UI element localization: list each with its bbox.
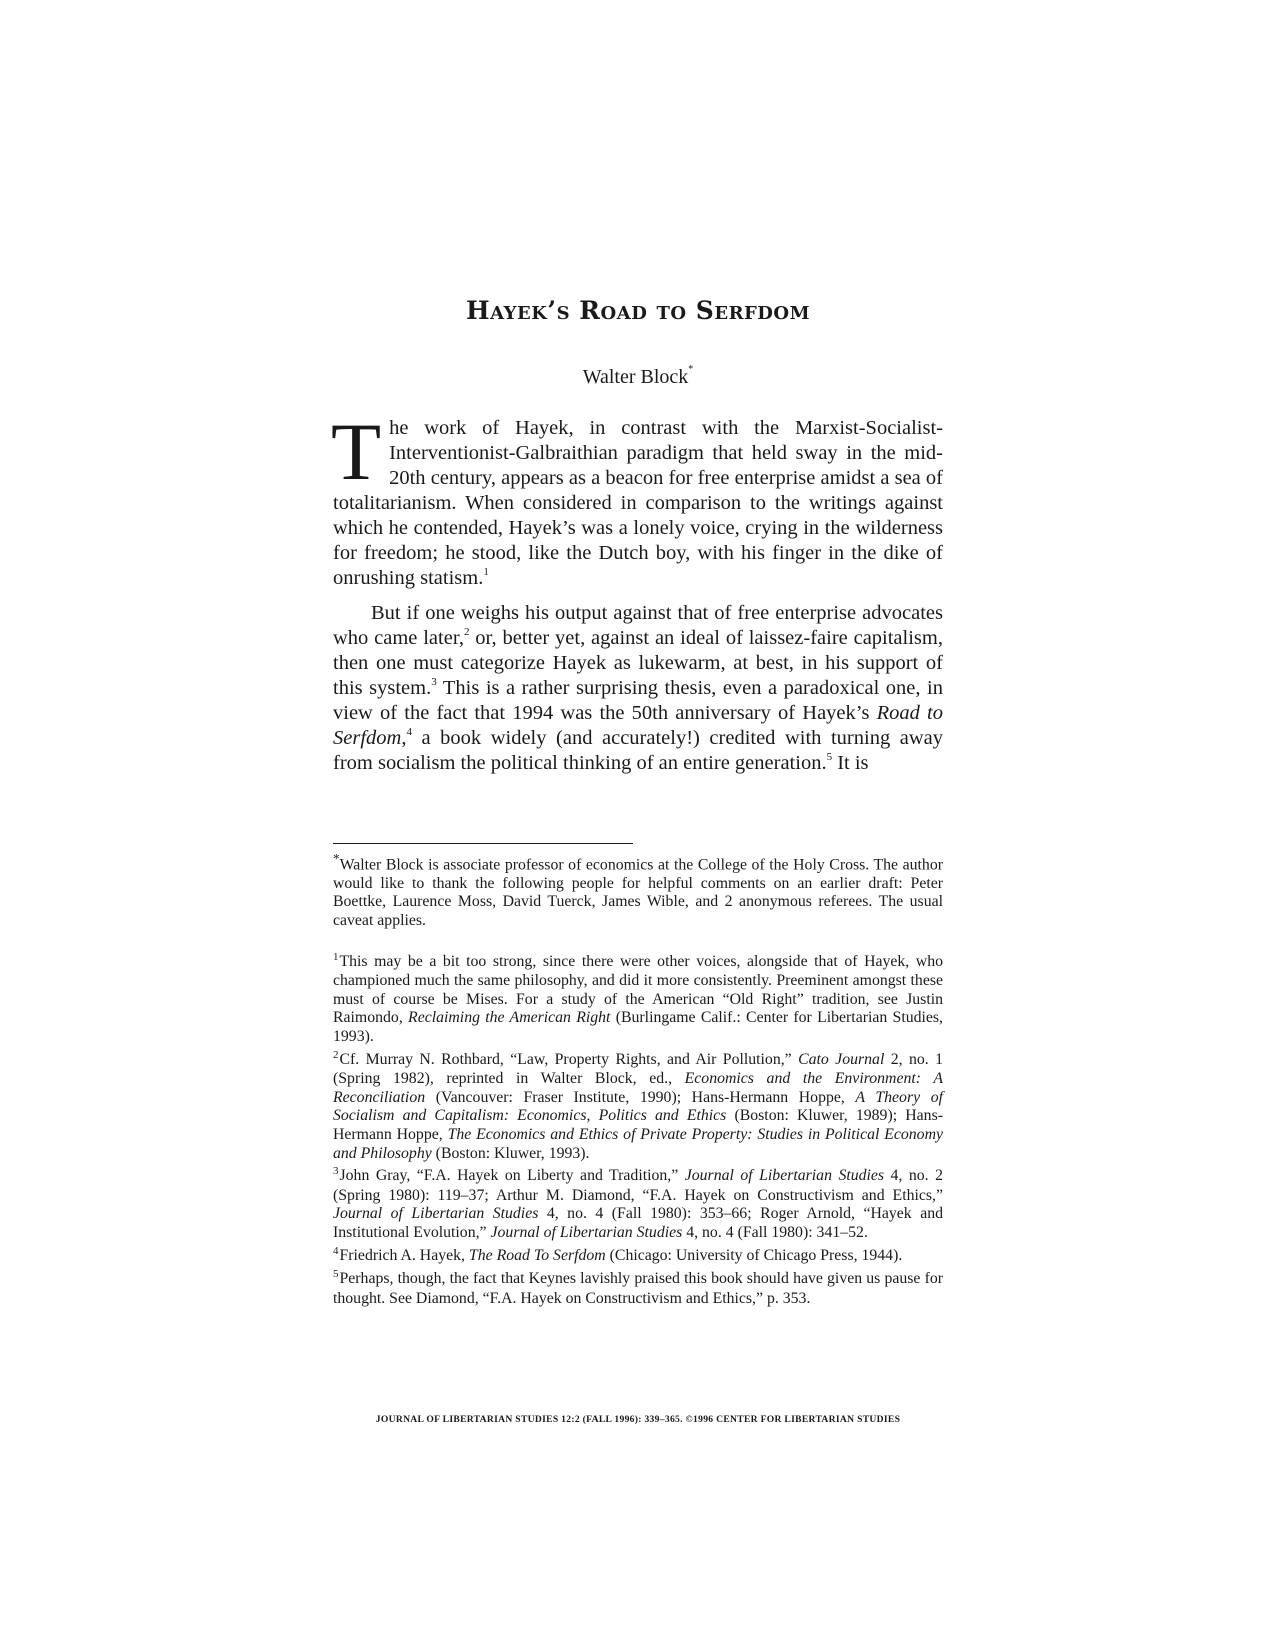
footnote-2-text-c: (Vancouver: Fraser Institute, 1990); Hans-Hermann Hoppe, [425, 1088, 856, 1106]
author-note-marker: * [688, 364, 694, 375]
footnote-5-text-a: Perhaps, though, the fact that Keynes lavishly praised this book should have given us pause for thought. See Diamond, “F.A. Hayek on Constructivism and Ethics,” p. 353. [333, 1270, 943, 1307]
article-body [331, 406, 943, 776]
footnote-3-text-d: 4, no. 4 (Fall 1980): 341–52. [682, 1223, 868, 1241]
footnote-2-text-b: 2, no. 1 (Spring 1982), reprinted in Walter Block, ed., [333, 1050, 943, 1088]
footnote-4-text-b: (Chicago: University of Chicago Press, 1944). [605, 1246, 903, 1264]
author-note-text: Walter Block is associate professor of economics at the College of the Holy Cross. The author would like to thank the following people for helpful comments on an earlier draft: Peter Boettke, Laurence Moss, David Tuerck, James Wible, and 2 anonymous referees. The usual caveat applies. [333, 856, 943, 930]
footnote-2-italic-4: The Economics and Ethics of Private Property: Studies in Political Economy and Philosophy [333, 1125, 943, 1162]
footnote-4-number: 4 [333, 1244, 339, 1257]
footnote-3-text-b: 4, no. 2 (Spring 1980): 119–37; Arthur M. Diamond, “F.A. Hayek on Constructivism and Ethics,” [333, 1167, 943, 1204]
footnote-ref-2[interactable]: 2 [463, 626, 470, 639]
footnote-ref-5[interactable]: 5 [826, 751, 833, 764]
footnote-1-number: 1 [333, 950, 339, 963]
footnote-3-italic-3: Journal of Libertarian Studies [490, 1223, 683, 1241]
drop-cap: T [331, 406, 382, 497]
paragraph-2-text-e: a book widely (and accurately!) credited with turning away from socialism the political thinking of an entire generation. [333, 727, 943, 774]
paragraph-2-text-f: It is [832, 752, 869, 774]
footnote-2-text-a: Cf. Murray N. Rothbard, “Law, Property Rights, and Air Pollution,” [339, 1050, 799, 1068]
footnote-2-italic-3: A Theory of Socialism and Capitalism: Economics, Politics and Ethics [333, 1088, 943, 1125]
footnote-2-number: 2 [333, 1048, 339, 1061]
paragraph-1-text: he work of Hayek, in contrast with the Marxist-Socialist-Interventionist-Galbraithian paradigm that held sway in the mid-20th century, appears as a beacon for free enterprise amidst a sea of totalitarianism. When considered in comparison to the writings against which he contended, Hayek’s was a lonely voice, crying in the wilderness for freedom; he stood, like the Dutch boy, with his finger in the dike of onrushing statism. [333, 417, 943, 589]
footnote-3-number: 3 [333, 1165, 339, 1178]
footnote-3-text-c: 4, no. 4 (Fall 1980): 353–66; Roger Arnold, “Hayek and Institutional Evolution,” [333, 1205, 943, 1241]
footnote-divider [333, 843, 633, 844]
footnote-4 [333, 1244, 943, 1267]
footnote-1-text-b: (Burlingame Calif.: Center for Libertarian Studies, 1993). [333, 1009, 943, 1046]
footnote-1 [333, 950, 943, 1047]
journal-footer: JOURNAL OF LIBERTARIAN STUDIES 12:2 (FALL 1996): 339–365. ©1996 CENTER FOR LIBERTARIAN STUDIES [375, 1414, 901, 1425]
footnote-4-italic-1: The Road To Serfdom [468, 1246, 606, 1264]
footnote-2-italic-2: Economics and the Environment: A Reconciliation [333, 1070, 943, 1106]
footnote-ref-3[interactable]: 3 [431, 676, 437, 689]
footnote-ref-4[interactable]: 4 [406, 726, 412, 739]
author-note-mark: * [333, 851, 340, 866]
paragraph-2-text-d: , [401, 727, 407, 749]
footnote-1-text-a: This may be a bit too strong, since there were other voices, alongside that of Hayek, who championed much the same philosophy, and did it more consistently. Preeminent amongst these must of course be Mises. For a study of the American “Old Right” tradition, see Justin Raimondo, [333, 952, 943, 1027]
footnote-4-text-a: Friedrich A. Hayek, [339, 1246, 469, 1264]
footnote-5-number: 5 [333, 1268, 339, 1281]
footnote-3 [333, 1167, 943, 1242]
author-byline [333, 366, 943, 389]
footnote-2-italic-1: Cato Journal [798, 1050, 885, 1068]
footnote-2-text-e: (Boston: Kluwer, 1993). [431, 1144, 590, 1162]
article-title: Hayek’s Road to Serfdom [465, 296, 811, 325]
footnote-3-italic-2: Journal of Libertarian Studies [333, 1205, 539, 1223]
footnote-3-text-a: John Gray, “F.A. Hayek on Liberty and Tradition,” [339, 1167, 685, 1185]
footnote-2-text-d: (Boston: Kluwer, 1989); Hans-Hermann Hoppe, [333, 1107, 943, 1143]
author-note [333, 850, 943, 931]
footnotes [333, 850, 943, 1312]
paragraph-2-text-c: This is a rather surprising thesis, even a paradoxical one, in view of the fact that 1994 was the 50th anniversary of Hayek’s [333, 677, 943, 724]
author-name: Walter Block [582, 366, 689, 388]
footnote-3-italic-1: Journal of Libertarian Studies [684, 1167, 885, 1185]
paragraph-2-text-a: But if one weighs his output against that of free enterprise advocates who came later, [333, 602, 943, 649]
paragraph-2-text-b: or, better yet, against an ideal of laissez-faire capitalism, then one must categorize Hayek as lukewarm, at best, in his support of this system. [333, 627, 943, 699]
footnote-ref-1[interactable]: 1 [483, 566, 489, 579]
book-title: Road to Serfdom [333, 702, 943, 749]
paragraph-1 [331, 406, 943, 591]
paragraph-2 [333, 601, 943, 776]
footnote-1-italic-1: Reclaiming the American Right [408, 1009, 611, 1027]
footnote-5 [333, 1270, 943, 1308]
footnote-2 [333, 1048, 943, 1164]
